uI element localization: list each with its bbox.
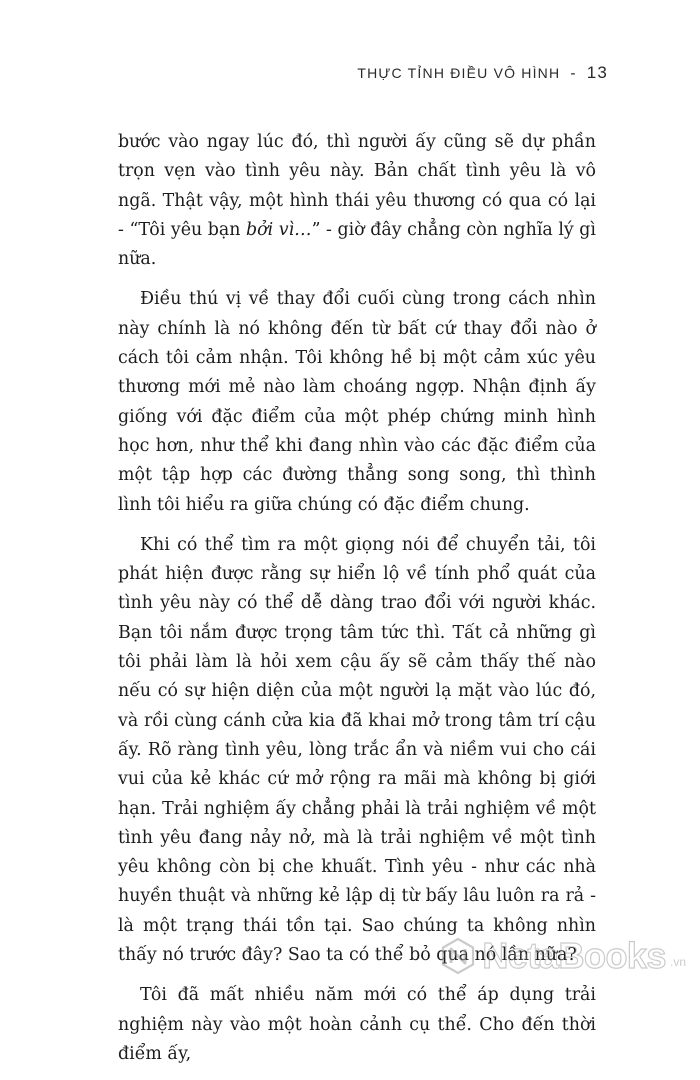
page-number: 13: [586, 63, 608, 82]
running-header: [357, 63, 608, 83]
paragraph-1-tail: ” - giờ đây chẳng còn nghĩa lý gì nữa.: [118, 219, 596, 270]
paragraph-1-text: bước vào ngay lúc đó, thì người ấy cũng sẽ dự phần trọn vẹn vào tình yêu này. Bản chất tình yêu là vô ngã. Thật vậy, một hình thái yêu thương có qua có lại - “Tôi yêu bạn: [118, 132, 596, 240]
watermark-brand: NetaBooks: [482, 935, 666, 976]
paragraph-2: Điều thú vị về thay đổi cuối cùng trong cách nhìn này chính là nó không đến từ bất cứ thay đổi nào ở cách tôi cảm nhận. Tôi không hề bị một cảm xúc yêu thương mới mẻ nào làm choáng ngợp. Nhận định ấy giống với đặc điểm của một phép chứng minh hình học hơn, như thể khi đang nhìn vào các đặc điểm của một tập hợp các đường thẳng song song, thì thình lình tôi hiểu ra giữa chúng có đặc điểm chung.: [118, 289, 596, 515]
chapter-title: THỰC TỈNH ĐIỀU VÔ HÌNH: [357, 65, 561, 81]
netabooks-logo-icon: [438, 936, 478, 976]
italic-phrase: bởi vì…: [246, 219, 312, 240]
header-separator: -: [570, 65, 577, 82]
paragraph-4: Tôi đã mất nhiều năm mới có thể áp dụng trải nghiệm này vào một hoàn cảnh cụ thể. Cho đến thời điểm ấy,: [118, 985, 596, 1064]
watermark-suffix: .vn: [669, 955, 686, 969]
paragraph-1: [118, 128, 596, 274]
paragraph-3: Khi có thể tìm ra một giọng nói để chuyển tải, tôi phát hiện được rằng sự hiển lộ về tính phổ quát của tình yêu này có thể dễ dàng trao đổi với người khác. Bạn tôi nắm được trọng tâm tức thì. Tất cả những gì tôi phải làm là hỏi xem cậu ấy sẽ cảm thấy thế nào nếu có sự hiện diện của một người lạ mặt vào lúc đó, và rồi cùng cánh cửa kia đã khai mở trong tâm trí cậu ấy. Rõ ràng tình yêu, lòng trắc ẩn và niềm vui cho cái vui của kẻ khác cứ mở rộng ra mãi mà không bị giới hạn. Trải nghiệm ấy chẳng phải là trải nghiệm về một tình yêu đang nảy nở, mà là trải nghiệm về một tình yêu không còn bị che khuất. Tình yêu - như các nhà huyền thuật và những kẻ lập dị từ bấy lâu luôn ra rả - là một trạng thái tồn tại. Sao chúng ta không nhìn thấy nó trước đây? Sao ta có thể bỏ qua nó lần nữa?: [118, 534, 596, 966]
netabooks-watermark: [438, 935, 686, 977]
